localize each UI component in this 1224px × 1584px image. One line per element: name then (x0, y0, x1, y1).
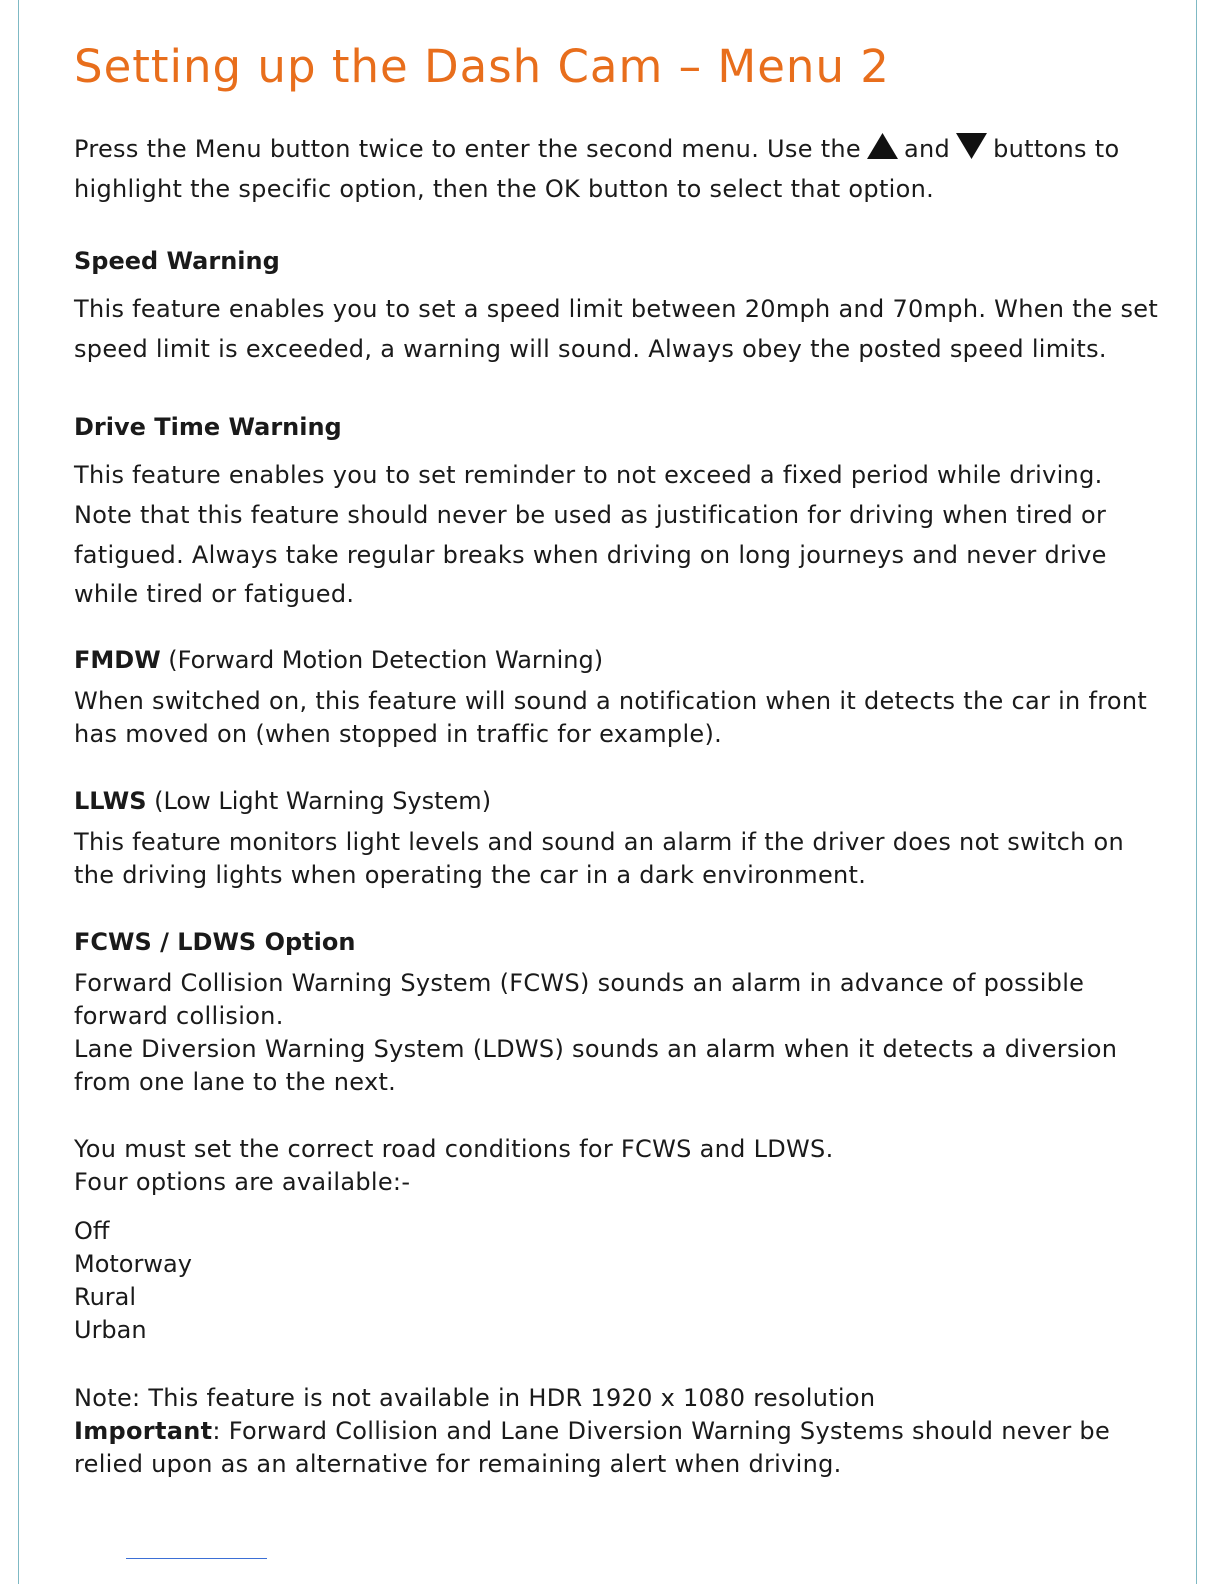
drive-time-line: This feature enables you to set reminder to not exceed a fixed period while driving. (74, 461, 1103, 489)
drive-time-line: Note that this feature should never be used as justification for driving when tired or (74, 501, 1107, 529)
down-triangle-icon (956, 133, 987, 159)
fcws-line: from one lane to the next. (74, 1068, 397, 1096)
option-rural: Rural (74, 1283, 137, 1311)
conditions-line: Four options are available:- (74, 1168, 411, 1196)
important-label: Important (74, 1417, 213, 1445)
option-motorway: Motorway (74, 1250, 192, 1278)
fcws-heading-text: FCWS / LDWS Option (74, 928, 356, 956)
drive-time-line: while tired or fatigued. (74, 580, 355, 608)
fmdw-abbr: FMDW (74, 646, 161, 674)
speed-warning-line: This feature enables you to set a speed limit between 20mph and 70mph. When the set (74, 295, 1159, 323)
page-border-left (18, 0, 19, 1584)
important-note (74, 1415, 1110, 1449)
important-line-2: relied upon as an alternative for remaining alert when driving. (74, 1450, 842, 1478)
llws-full: (Low Light Warning System) (146, 787, 492, 815)
option-off: Off (74, 1217, 110, 1245)
speed-warning-line: speed limit is exceeded, a warning will sound. Always obey the posted speed limits. (74, 335, 1107, 363)
fcws-line: forward collision. (74, 1002, 284, 1030)
fmdw-heading (74, 645, 603, 675)
fmdw-full: (Forward Motion Detection Warning) (160, 646, 604, 674)
drive-time-line: fatigued. Always take regular breaks when driving on long journeys and never drive (74, 541, 1107, 569)
speed-warning-heading (74, 246, 280, 276)
hdr-note: Note: This feature is not available in HDR 1920 x 1080 resolution (74, 1384, 876, 1412)
option-urban: Urban (74, 1316, 147, 1344)
intro-text-start: Press the Menu button twice to enter the second menu. Use the (74, 135, 862, 163)
fmdw-line: has moved on (when stopped in traffic for example). (74, 720, 723, 748)
llws-abbr: LLWS (74, 787, 147, 815)
important-text: : Forward Collision and Lane Diversion Warning Systems should never be (212, 1417, 1111, 1445)
fcws-line: Lane Diversion Warning System (LDWS) sounds an alarm when it detects a diversion (74, 1035, 1118, 1063)
fmdw-line: When switched on, this feature will sound a notification when it detects the car in front (74, 687, 1148, 715)
fcws-heading (74, 927, 355, 957)
intro-line-2: highlight the specific option, then the OK button to select that option. (74, 175, 935, 203)
page-title: Setting up the Dash Cam – Menu 2 (74, 40, 890, 93)
page-border-right (1196, 0, 1197, 1584)
speed-warning-heading-text: Speed Warning (74, 247, 280, 275)
fcws-line: Forward Collision Warning System (FCWS) sounds an alarm in advance of possible (74, 969, 1085, 997)
drive-time-heading (74, 412, 342, 442)
llws-heading (74, 786, 491, 816)
intro-text-end: buttons to (993, 135, 1120, 163)
intro-and: and (904, 135, 951, 163)
llws-line: the driving lights when operating the car in a dark environment. (74, 861, 867, 889)
conditions-line: You must set the correct road conditions for FCWS and LDWS. (74, 1135, 834, 1163)
drive-time-heading-text: Drive Time Warning (74, 413, 342, 441)
llws-line: This feature monitors light levels and sound an alarm if the driver does not switch on (74, 828, 1125, 856)
up-triangle-icon (867, 133, 898, 159)
bottom-link-underline (126, 1558, 267, 1559)
intro-line-1 (74, 129, 1119, 169)
